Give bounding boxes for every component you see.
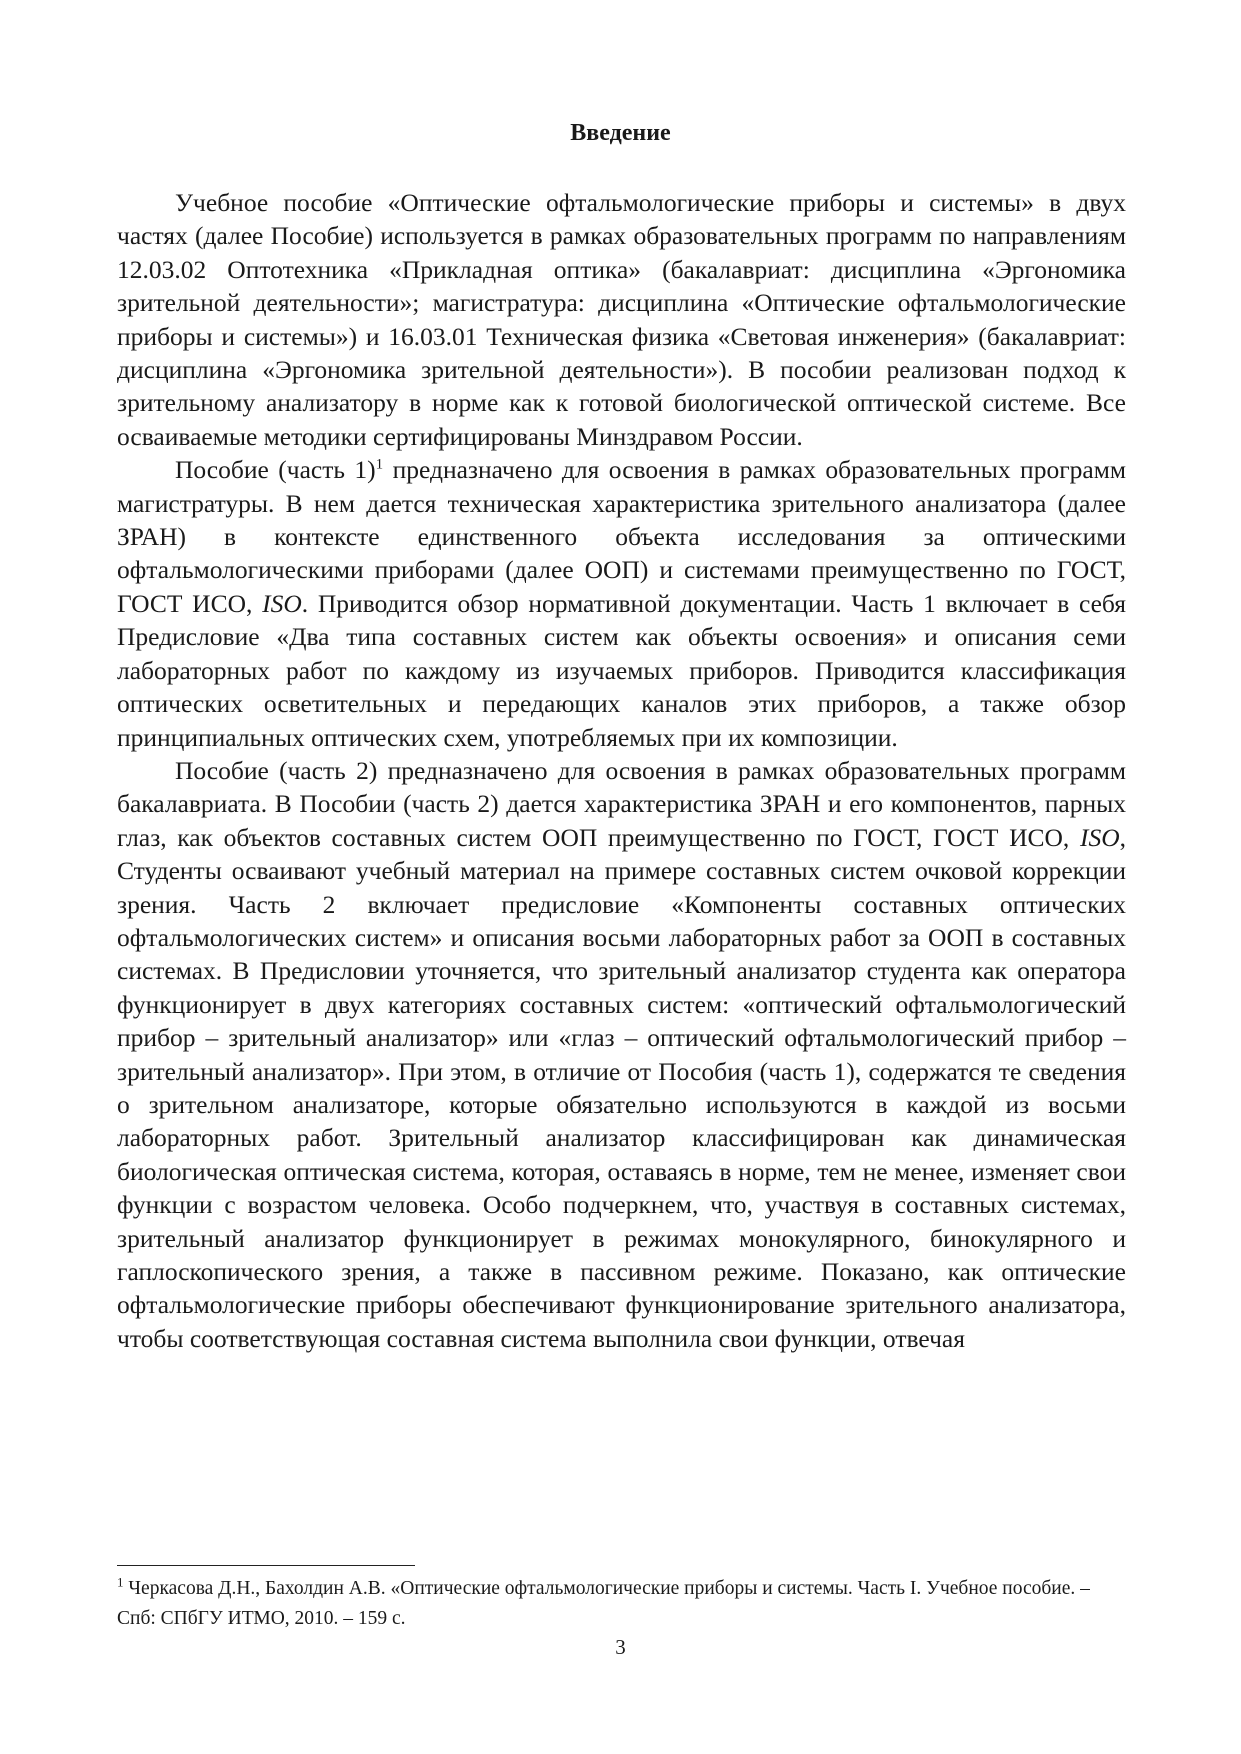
footnote-text: Черкасова Д.Н., Бахолдин А.В. «Оптические офтальмологические приборы и системы. Часть I. Учебное пособие. – Спб: СПбГУ ИТМО, 2010. – 159 с. xyxy=(117,1578,1090,1629)
footnote-divider xyxy=(117,1565,415,1566)
footnote-reference[interactable]: 1 xyxy=(375,456,384,473)
section-heading: Введение xyxy=(570,120,671,146)
iso-italic: ISO xyxy=(262,588,302,618)
body-text xyxy=(117,186,1126,1355)
paragraph-2-text-start: Пособие (часть 1) xyxy=(175,455,376,485)
paragraph-2-text-end: . Приводится обзор нормативной документации. Часть 1 включает в себя Предисловие «Два типа составных систем как объекты освоения» и описания семи лабораторных работ по каждому из изучаемых приборов. Приводится классификация оптических осветительных и передающих каналов этих приборов, а также обзор принципиальных оптических схем, употребляемых при их композиции. xyxy=(117,588,1126,752)
paragraph-1-text: Учебное пособие «Оптические офтальмологические приборы и системы» в двух частях (далее Пособие) используется в рамках образовательных программ по направлениям 12.03.02 Оптотехника «Прикладная оптика» (бакалавриат: дисциплина «Эргономика зрительной деятельности»; магистратура: дисциплина «Оптические офтальмологические приборы и системы») и 16.03.01 Техническая физика «Световая инженерия» (бакалавриат: дисциплина «Эргономика зрительной деятельности»). В пособии реализован подход к зрительному анализатору в норме как к готовой биологической оптической системе. Все осваиваемые методики сертифицированы Минздравом России. xyxy=(117,188,1126,451)
iso-italic: ISO xyxy=(1079,822,1120,852)
footnote-number: 1 xyxy=(117,1574,124,1590)
paragraph-1 xyxy=(117,186,1126,453)
page-number: 3 xyxy=(615,1635,626,1659)
footnote xyxy=(117,1574,1126,1634)
paragraph-2-text-middle: предназначено для освоения в рамках образовательных программ магистратуры. В нем дается техническая характеристика зрительного анализатора (далее ЗРАН) в контексте единственного объекта исследования за оптическими офтальмологическими приборами (далее ООП) и системами преимущественно по ГОСТ, ГОСТ ИСО, xyxy=(117,455,1126,618)
paragraph-3-text-start: Пособие (часть 2) предназначено для освоения в рамках образовательных программ бакалавриата. В Пособии (часть 2) дается характеристика ЗРАН и его компонентов, парных глаз, как объектов составных систем ООП преимущественно по ГОСТ, ГОСТ ИСО, xyxy=(117,755,1126,852)
paragraph-3 xyxy=(117,754,1126,1355)
paragraph-2 xyxy=(117,453,1126,754)
paragraph-3-text-end: , Студенты осваивают учебный материал на примере составных систем очковой коррекции зрения. Часть 2 включает предисловие «Компоненты составных оптических офтальмологических систем» и описания восьми лабораторных работ за ООП в составных системах. В Предисловии уточняется, что зрительный анализатор студента как оператора функционирует в двух категориях составных систем: «оптический офтальмологический прибор – зрительный анализатор» или «глаз – оптический офтальмологический прибор – зрительный анализатор». При этом, в отличие от Пособия (часть 1), содержатся те сведения о зрительном анализаторе, которые обязательно используются в каждой из восьми лабораторных работ. Зрительный анализатор классифицирован как динамическая биологическая оптическая система, которая, оставаясь в норме, тем не менее, изменяет свои функции с возрастом человека. Особо подчеркнем, что, участвуя в составных системах, зрительный анализатор функционирует в режимах монокулярного, бинокулярного и гаплоскопического зрения, а также в пассивном режиме. Показано, как оптические офтальмологические приборы обеспечивают функционирование зрительного анализатора, чтобы соответствующая составная система выполнила свои функции, отвечая xyxy=(117,822,1126,1353)
